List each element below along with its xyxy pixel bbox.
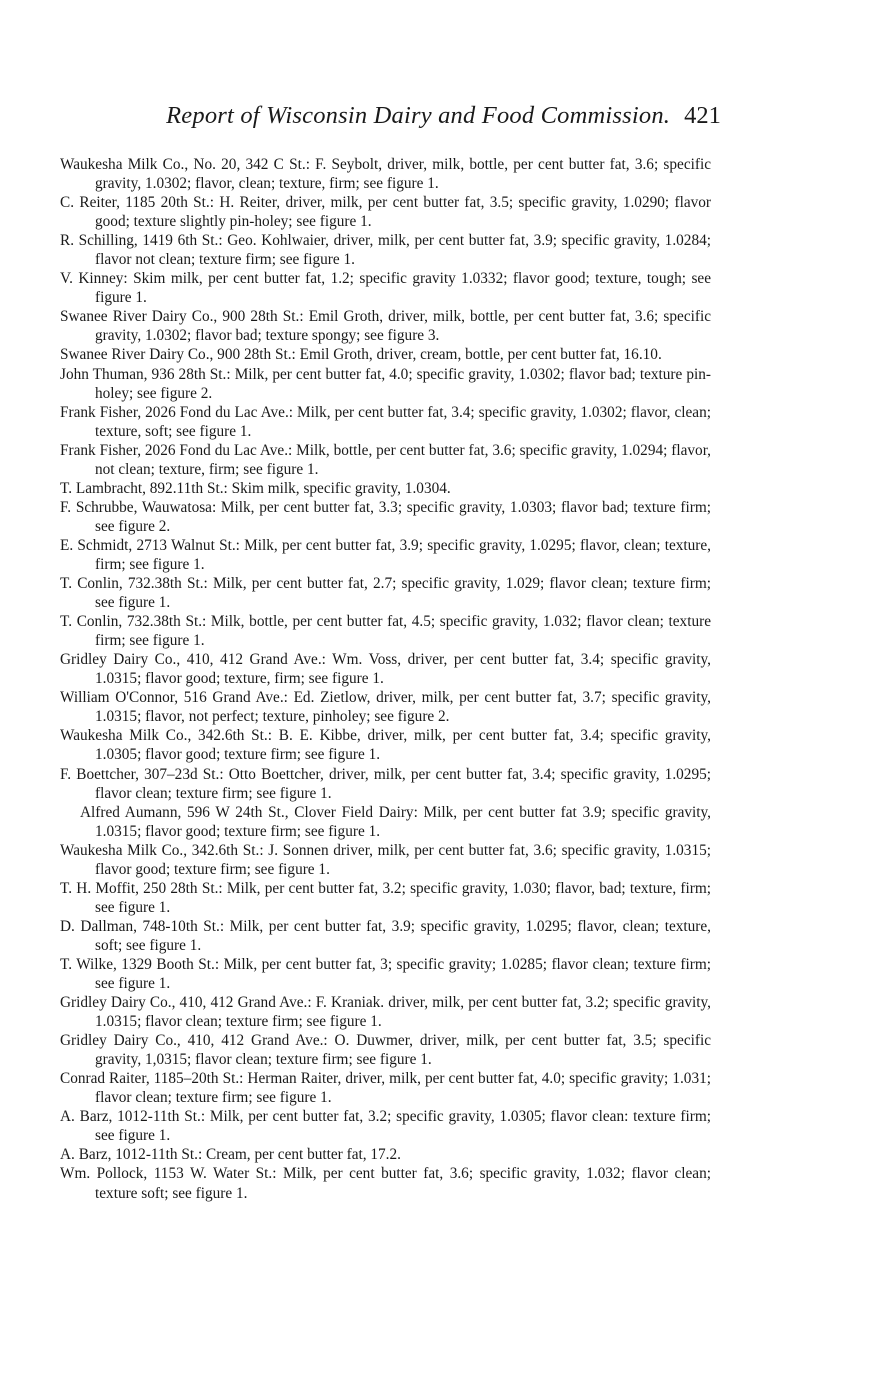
list-item: Frank Fisher, 2026 Fond du Lac Ave.: Milk, per cent butter fat, 3.4; specific gravity, 1.0302; flavor, clean; texture, soft; see figure 1. bbox=[60, 403, 711, 440]
list-item: Gridley Dairy Co., 410, 412 Grand Ave.: F. Kraniak. driver, milk, per cent butter fat, 3.2; specific gravity, 1.0315; flavor clean; texture firm; see figure 1. bbox=[60, 994, 711, 1031]
list-item: C. Reiter, 1185 20th St.: H. Reiter, driver, milk, per cent butter fat, 3.5; specific gravity, 1.0290; flavor good; texture slightly pin-holey; see figure 1. bbox=[60, 194, 711, 231]
list-item: Swanee River Dairy Co., 900 28th St.: Emil Groth, driver, milk, bottle, per cent butter fat, 3.6; specific gravity, 1.0302; flavor bad; texture spongy; see figure 3. bbox=[60, 308, 711, 345]
list-item: A. Barz, 1012-11th St.: Milk, per cent butter fat, 3.2; specific gravity, 1.0305; flavor clean: texture firm; see figure 1. bbox=[60, 1108, 711, 1145]
page-title: Report of Wisconsin Dairy and Food Commission. bbox=[166, 102, 671, 129]
list-item: Waukesha Milk Co., 342.6th St.: B. E. Kibbe, driver, milk, per cent butter fat, 3.4; specific gravity, 1.0305; flavor good; texture firm; see figure 1. bbox=[60, 727, 711, 764]
list-item: Gridley Dairy Co., 410, 412 Grand Ave.: O. Duwmer, driver, milk, per cent butter fat, 3.5; specific gravity, 1,0315; flavor clean; texture firm; see figure 1. bbox=[60, 1032, 711, 1069]
list-item: Gridley Dairy Co., 410, 412 Grand Ave.: Wm. Voss, driver, per cent butter fat, 3.4; specific gravity, 1.0315; flavor good; texture, firm; see figure 1. bbox=[60, 651, 711, 688]
list-item: Frank Fisher, 2026 Fond du Lac Ave.: Milk, bottle, per cent butter fat, 3.6; specific gravity, 1.0294; flavor, not clean; texture, firm; see figure 1. bbox=[60, 441, 711, 478]
list-item: William O'Connor, 516 Grand Ave.: Ed. Zietlow, driver, milk, per cent butter fat, 3.7; specific gravity, 1.0315; flavor, not perfect; texture, pinholey; see figure 2. bbox=[60, 689, 711, 726]
running-head bbox=[0, 100, 887, 132]
list-item: E. Schmidt, 2713 Walnut St.: Milk, per cent butter fat, 3.9; specific gravity, 1.0295; flavor, clean; texture, firm; see figure 1. bbox=[60, 536, 711, 573]
list-item: F. Boettcher, 307–23d St.: Otto Boettcher, driver, milk, per cent butter fat, 3.4; specific gravity, 1.0295; flavor clean; texture firm; see figure 1. bbox=[60, 765, 711, 802]
list-item: V. Kinney: Skim milk, per cent butter fat, 1.2; specific gravity 1.0332; flavor good; texture, tough; see figure 1. bbox=[60, 270, 711, 307]
list-item: Waukesha Milk Co., No. 20, 342 C St.: F. Seybolt, driver, milk, bottle, per cent butter fat, 3.6; specific gravity, 1.0302; flavor, clean; texture, firm; see figure 1. bbox=[60, 156, 711, 193]
list-item: T. Conlin, 732.38th St.: Milk, per cent butter fat, 2.7; specific gravity, 1.029; flavor clean; texture firm; see figure 1. bbox=[60, 575, 711, 612]
list-item: T. Conlin, 732.38th St.: Milk, bottle, per cent butter fat, 4.5; specific gravity, 1.032; flavor clean; texture firm; see figure 1. bbox=[60, 613, 711, 650]
entry-list bbox=[60, 155, 711, 1203]
list-item: Conrad Raiter, 1185–20th St.: Herman Raiter, driver, milk, per cent butter fat, 4.0; specific gravity; 1.031; flavor clean; texture firm; see figure 1. bbox=[60, 1070, 711, 1107]
list-item: T. Wilke, 1329 Booth St.: Milk, per cent butter fat, 3; specific gravity; 1.0285; flavor clean; texture firm; see figure 1. bbox=[60, 955, 711, 993]
list-item: Alfred Aumann, 596 W 24th St., Clover Field Dairy: Milk, per cent butter fat 3.9; specific gravity, 1.0315; flavor good; texture firm; see figure 1. bbox=[80, 803, 711, 840]
list-item: Wm. Pollock, 1153 W. Water St.: Milk, per cent butter fat, 3.6; specific gravity, 1.032; flavor clean; texture soft; see figure 1. bbox=[60, 1165, 711, 1202]
list-item: Swanee River Dairy Co., 900 28th St.: Emil Groth, driver, cream, bottle, per cent butter fat, 16.10. bbox=[60, 346, 662, 364]
list-item: A. Barz, 1012-11th St.: Cream, per cent butter fat, 17.2. bbox=[60, 1146, 401, 1164]
list-item: Waukesha Milk Co., 342.6th St.: J. Sonnen driver, milk, per cent butter fat, 3.6; specific gravity, 1.0315; flavor good; texture firm; see figure 1. bbox=[60, 841, 711, 878]
list-item: John Thuman, 936 28th St.: Milk, per cent butter fat, 4.0; specific gravity, 1.0302; flavor bad; texture pin-holey; see figure 2. bbox=[60, 365, 711, 402]
list-item: T. H. Moffit, 250 28th St.: Milk, per cent butter fat, 3.2; specific gravity, 1.030; flavor, bad; texture, firm; see figure 1. bbox=[60, 879, 711, 916]
page-number: 421 bbox=[684, 102, 721, 129]
list-item: D. Dallman, 748-10th St.: Milk, per cent butter fat, 3.9; specific gravity, 1.0295; flavor, clean; texture, soft; see figure 1. bbox=[60, 917, 711, 954]
list-item: T. Lambracht, 892.11th St.: Skim milk, specific gravity, 1.0304. bbox=[60, 479, 451, 497]
list-item: F. Schrubbe, Wauwatosa: Milk, per cent butter fat, 3.3; specific gravity, 1.0303; flavor bad; texture firm; see figure 2. bbox=[60, 498, 711, 535]
list-item: R. Schilling, 1419 6th St.: Geo. Kohlwaier, driver, milk, per cent butter fat, 3.9; specific gravity, 1.0284; flavor not clean; texture firm; see figure 1. bbox=[60, 232, 711, 269]
